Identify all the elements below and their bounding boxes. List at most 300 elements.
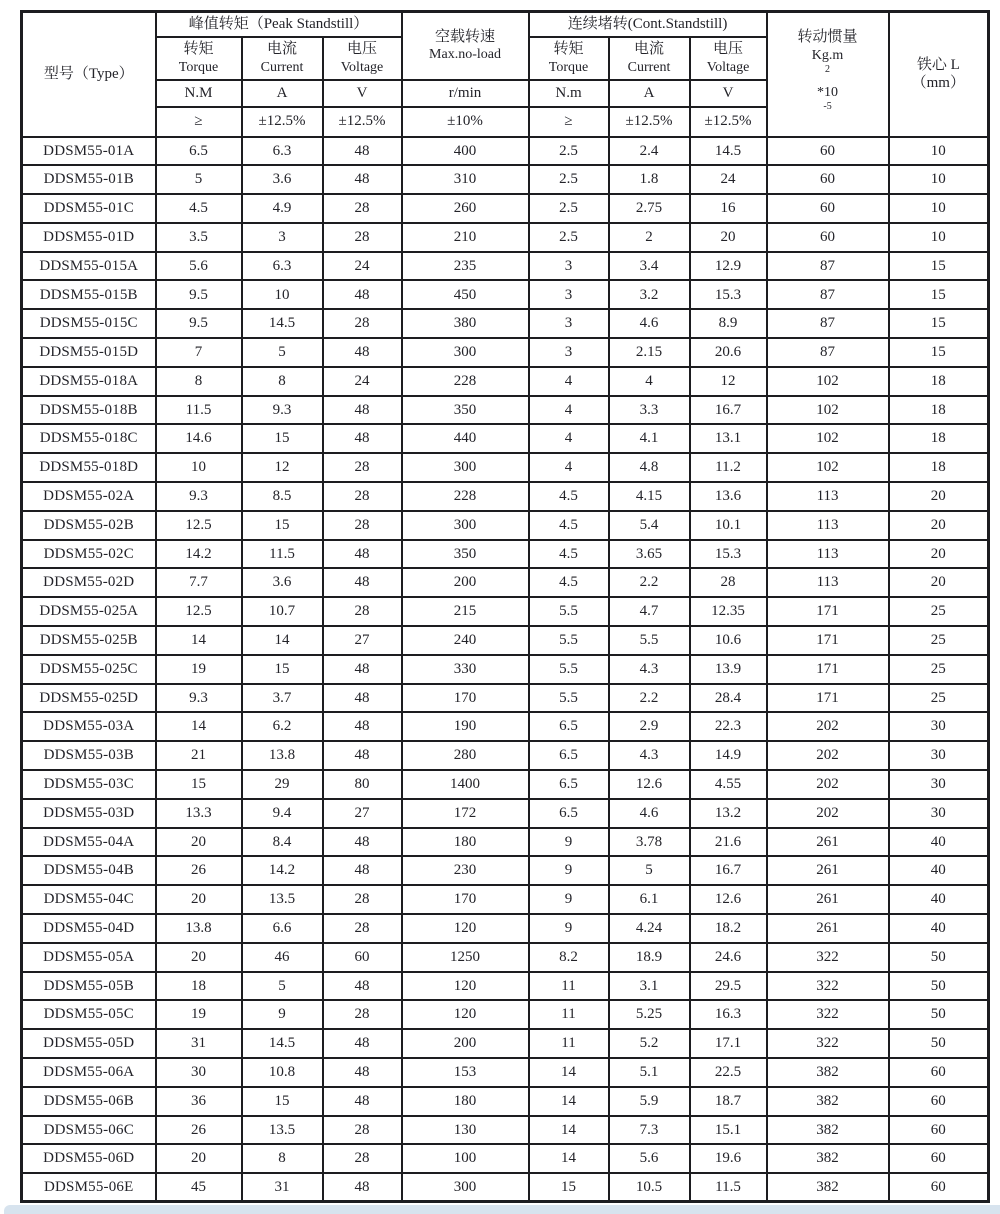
table-row: [22, 1058, 989, 1087]
cell-type: DDSM55-018A: [22, 367, 156, 396]
cell-cont-current: 5.4: [609, 511, 690, 540]
cell-peak-current: 13.5: [242, 1116, 323, 1145]
cell-peak-voltage: 48: [323, 655, 402, 684]
cell-inertia: 171: [767, 626, 889, 655]
cell-core-length: 30: [889, 741, 989, 770]
cell-peak-torque: 11.5: [156, 396, 242, 425]
cell-inertia: 261: [767, 914, 889, 943]
cell-cont-torque: 14: [529, 1058, 609, 1087]
cell-type: DDSM55-03A: [22, 712, 156, 741]
cell-peak-torque: 9.3: [156, 684, 242, 713]
cell-cont-voltage: 22.3: [690, 712, 767, 741]
cell-core-length: 18: [889, 424, 989, 453]
cell-peak-torque: 14.6: [156, 424, 242, 453]
cell-core-length: 60: [889, 1087, 989, 1116]
cell-type: DDSM55-015B: [22, 280, 156, 309]
cell-core-length: 15: [889, 252, 989, 281]
cell-peak-torque: 13.8: [156, 914, 242, 943]
cell-peak-voltage: 48: [323, 1058, 402, 1087]
cell-inertia: 171: [767, 655, 889, 684]
cell-cont-current: 4.1: [609, 424, 690, 453]
cell-peak-torque: 26: [156, 1116, 242, 1145]
header-cont-group: 连续堵转(Cont.Standstill): [529, 12, 767, 37]
cell-peak-voltage: 24: [323, 367, 402, 396]
cell-inertia: 102: [767, 424, 889, 453]
cell-cont-voltage: 17.1: [690, 1029, 767, 1058]
cell-core-length: 20: [889, 540, 989, 569]
cell-inertia: 382: [767, 1116, 889, 1145]
cell-inertia: 202: [767, 741, 889, 770]
cell-cont-voltage: 12: [690, 367, 767, 396]
cell-noload-speed: 440: [402, 424, 529, 453]
table-row: [22, 712, 989, 741]
cell-noload-speed: 153: [402, 1058, 529, 1087]
header-noload: [402, 12, 529, 80]
cell-cont-torque: 2.5: [529, 165, 609, 194]
cell-peak-current: 29: [242, 770, 323, 799]
cell-peak-torque: 13.3: [156, 799, 242, 828]
cell-cont-current: 2.75: [609, 194, 690, 223]
cell-peak-voltage: 48: [323, 828, 402, 857]
cell-cont-current: 5.6: [609, 1144, 690, 1173]
cell-peak-current: 9.4: [242, 799, 323, 828]
cell-inertia: 261: [767, 856, 889, 885]
cell-inertia: 60: [767, 223, 889, 252]
cell-cont-current: 2.2: [609, 684, 690, 713]
cell-inertia: 87: [767, 309, 889, 338]
cell-cont-voltage: 8.9: [690, 309, 767, 338]
cell-peak-torque: 30: [156, 1058, 242, 1087]
cell-peak-torque: 9.3: [156, 482, 242, 511]
cell-cont-current: 12.6: [609, 770, 690, 799]
cell-cont-voltage: 15.3: [690, 540, 767, 569]
cell-cont-voltage: 16.7: [690, 396, 767, 425]
cell-cont-voltage: 21.6: [690, 828, 767, 857]
cell-cont-current: 3.3: [609, 396, 690, 425]
cell-cont-torque: 4.5: [529, 540, 609, 569]
unit-peak-torque: N.M: [156, 80, 242, 107]
unit-peak-current: A: [242, 80, 323, 107]
cell-peak-voltage: 28: [323, 194, 402, 223]
cell-peak-voltage: 28: [323, 482, 402, 511]
table-row: [22, 367, 989, 396]
cell-peak-voltage: 48: [323, 137, 402, 166]
cell-cont-current: 4.8: [609, 453, 690, 482]
cell-peak-current: 15: [242, 1087, 323, 1116]
table-row: [22, 1144, 989, 1173]
cell-noload-speed: 380: [402, 309, 529, 338]
tolerance-noload: ±10%: [402, 107, 529, 137]
cell-noload-speed: 230: [402, 856, 529, 885]
cell-core-length: 40: [889, 856, 989, 885]
cell-peak-voltage: 28: [323, 1000, 402, 1029]
tolerance-peak-current: ±12.5%: [242, 107, 323, 137]
cell-peak-current: 6.2: [242, 712, 323, 741]
cell-cont-voltage: 16.3: [690, 1000, 767, 1029]
cell-inertia: 102: [767, 367, 889, 396]
cell-noload-speed: 210: [402, 223, 529, 252]
table-row: [22, 223, 989, 252]
cell-peak-torque: 8: [156, 367, 242, 396]
cell-cont-torque: 4: [529, 424, 609, 453]
cell-peak-voltage: 48: [323, 424, 402, 453]
cell-type: DDSM55-06C: [22, 1116, 156, 1145]
cell-peak-current: 15: [242, 511, 323, 540]
table-row: [22, 972, 989, 1001]
cell-peak-current: 3.6: [242, 165, 323, 194]
cell-noload-speed: 400: [402, 137, 529, 166]
cell-cont-torque: 2.5: [529, 223, 609, 252]
cell-peak-voltage: 48: [323, 972, 402, 1001]
cell-cont-torque: 4: [529, 367, 609, 396]
cell-inertia: 261: [767, 828, 889, 857]
cell-cont-voltage: 12.9: [690, 252, 767, 281]
cell-type: DDSM55-01A: [22, 137, 156, 166]
cell-peak-current: 13.5: [242, 885, 323, 914]
table-row: [22, 1087, 989, 1116]
cell-peak-voltage: 48: [323, 684, 402, 713]
cell-noload-speed: 120: [402, 1000, 529, 1029]
cell-type: DDSM55-04C: [22, 885, 156, 914]
cell-cont-voltage: 13.1: [690, 424, 767, 453]
cell-cont-voltage: 14.9: [690, 741, 767, 770]
cell-cont-current: 18.9: [609, 943, 690, 972]
cell-core-length: 15: [889, 309, 989, 338]
cell-peak-torque: 4.5: [156, 194, 242, 223]
motor-spec-table: [20, 10, 990, 1203]
cell-peak-voltage: 80: [323, 770, 402, 799]
cell-type: DDSM55-025D: [22, 684, 156, 713]
table-row: [22, 540, 989, 569]
cell-peak-torque: 20: [156, 1144, 242, 1173]
cell-type: DDSM55-02A: [22, 482, 156, 511]
cell-cont-current: 6.1: [609, 885, 690, 914]
cell-peak-current: 8.5: [242, 482, 323, 511]
cell-peak-torque: 14: [156, 712, 242, 741]
table-row: [22, 338, 989, 367]
cell-type: DDSM55-018D: [22, 453, 156, 482]
cell-cont-current: 2.2: [609, 568, 690, 597]
cell-noload-speed: 330: [402, 655, 529, 684]
cell-inertia: 60: [767, 137, 889, 166]
cell-noload-speed: 240: [402, 626, 529, 655]
table-row: [22, 1173, 989, 1202]
cell-cont-voltage: 11.2: [690, 453, 767, 482]
cell-cont-current: 7.3: [609, 1116, 690, 1145]
cell-peak-torque: 12.5: [156, 597, 242, 626]
cell-cont-voltage: 24.6: [690, 943, 767, 972]
cell-noload-speed: 300: [402, 1173, 529, 1202]
cell-cont-current: 1.8: [609, 165, 690, 194]
cell-peak-current: 6.3: [242, 252, 323, 281]
table-row: [22, 885, 989, 914]
cell-cont-voltage: 4.55: [690, 770, 767, 799]
cell-core-length: 40: [889, 828, 989, 857]
cell-core-length: 50: [889, 943, 989, 972]
cell-cont-current: 3.2: [609, 280, 690, 309]
cell-peak-current: 12: [242, 453, 323, 482]
header-core: [889, 12, 989, 137]
cell-cont-current: 3.78: [609, 828, 690, 857]
cell-cont-torque: 9: [529, 885, 609, 914]
cell-inertia: 113: [767, 568, 889, 597]
cell-core-length: 18: [889, 453, 989, 482]
cell-noload-speed: 172: [402, 799, 529, 828]
cell-noload-speed: 100: [402, 1144, 529, 1173]
cell-inertia: 322: [767, 1029, 889, 1058]
cell-type: DDSM55-03C: [22, 770, 156, 799]
cell-inertia: 322: [767, 943, 889, 972]
bottom-panel-edge: [4, 1205, 1000, 1214]
cell-noload-speed: 180: [402, 828, 529, 857]
cell-peak-voltage: 28: [323, 223, 402, 252]
table-row: [22, 626, 989, 655]
cell-peak-torque: 7: [156, 338, 242, 367]
header-cont-torque: 转矩 Torque: [529, 37, 609, 80]
cell-peak-torque: 7.7: [156, 568, 242, 597]
table-row: [22, 828, 989, 857]
table-row: [22, 396, 989, 425]
cell-peak-voltage: 28: [323, 511, 402, 540]
cell-cont-torque: 5.5: [529, 626, 609, 655]
cell-peak-torque: 19: [156, 1000, 242, 1029]
table-row: [22, 568, 989, 597]
cell-type: DDSM55-01D: [22, 223, 156, 252]
cell-inertia: 202: [767, 799, 889, 828]
cell-peak-current: 31: [242, 1173, 323, 1202]
table-row: [22, 165, 989, 194]
cell-peak-voltage: 48: [323, 540, 402, 569]
header-peak-voltage: 电压 Voltage: [323, 37, 402, 80]
cell-core-length: 60: [889, 1058, 989, 1087]
cell-cont-voltage: 15.3: [690, 280, 767, 309]
cell-type: DDSM55-02D: [22, 568, 156, 597]
cell-cont-torque: 11: [529, 1000, 609, 1029]
table-row: [22, 914, 989, 943]
cell-core-length: 30: [889, 770, 989, 799]
cell-cont-torque: 4.5: [529, 568, 609, 597]
cell-inertia: 87: [767, 338, 889, 367]
cell-noload-speed: 450: [402, 280, 529, 309]
cell-cont-voltage: 22.5: [690, 1058, 767, 1087]
cell-cont-voltage: 11.5: [690, 1173, 767, 1202]
cell-inertia: 202: [767, 712, 889, 741]
cell-type: DDSM55-05C: [22, 1000, 156, 1029]
header-inertia-unit: Kg.m $^2$ *10 $^{-5}$: [811, 47, 844, 113]
cell-type: DDSM55-02C: [22, 540, 156, 569]
cell-cont-voltage: 13.2: [690, 799, 767, 828]
cell-inertia: 382: [767, 1173, 889, 1202]
tolerance-cont-voltage: ±12.5%: [690, 107, 767, 137]
table-row: [22, 799, 989, 828]
table-row: [22, 424, 989, 453]
cell-cont-torque: 3: [529, 338, 609, 367]
cell-peak-current: 11.5: [242, 540, 323, 569]
header-core-title: 铁心 L: [916, 56, 960, 73]
cell-noload-speed: 170: [402, 885, 529, 914]
cell-peak-current: 15: [242, 424, 323, 453]
cell-type: DDSM55-018B: [22, 396, 156, 425]
cell-peak-voltage: 48: [323, 280, 402, 309]
cell-inertia: 87: [767, 252, 889, 281]
cell-noload-speed: 190: [402, 712, 529, 741]
cell-core-length: 10: [889, 223, 989, 252]
cell-noload-speed: 310: [402, 165, 529, 194]
header-peak-current: 电流 Current: [242, 37, 323, 80]
cell-cont-current: 10.5: [609, 1173, 690, 1202]
cell-type: DDSM55-018C: [22, 424, 156, 453]
cell-type: DDSM55-03B: [22, 741, 156, 770]
cell-cont-torque: 6.5: [529, 741, 609, 770]
cell-core-length: 20: [889, 568, 989, 597]
cell-cont-torque: 11: [529, 972, 609, 1001]
cell-peak-voltage: 28: [323, 885, 402, 914]
unit-noload: r/min: [402, 80, 529, 107]
header-cont-current: 电流 Current: [609, 37, 690, 80]
cell-cont-torque: 6.5: [529, 712, 609, 741]
table-row: [22, 943, 989, 972]
table-row: [22, 741, 989, 770]
table-body: [22, 137, 989, 1202]
cell-type: DDSM55-04B: [22, 856, 156, 885]
cell-noload-speed: 120: [402, 972, 529, 1001]
cell-inertia: 171: [767, 684, 889, 713]
cell-peak-torque: 20: [156, 828, 242, 857]
cell-inertia: 202: [767, 770, 889, 799]
cell-cont-current: 5.2: [609, 1029, 690, 1058]
cell-cont-torque: 4.5: [529, 511, 609, 540]
cell-type: DDSM55-025C: [22, 655, 156, 684]
table-header: [22, 12, 989, 137]
cell-inertia: 382: [767, 1144, 889, 1173]
cell-peak-torque: 18: [156, 972, 242, 1001]
cell-cont-torque: 4: [529, 453, 609, 482]
cell-core-length: 50: [889, 972, 989, 1001]
cell-peak-current: 3.7: [242, 684, 323, 713]
tolerance-peak-torque: ≥: [156, 107, 242, 137]
cell-noload-speed: 280: [402, 741, 529, 770]
cell-peak-current: 8.4: [242, 828, 323, 857]
cell-cont-voltage: 13.9: [690, 655, 767, 684]
cell-peak-torque: 10: [156, 453, 242, 482]
cell-cont-current: 5.25: [609, 1000, 690, 1029]
cell-cont-torque: 3: [529, 280, 609, 309]
cell-peak-torque: 5: [156, 165, 242, 194]
cell-noload-speed: 170: [402, 684, 529, 713]
cell-noload-speed: 300: [402, 453, 529, 482]
cell-type: DDSM55-06D: [22, 1144, 156, 1173]
cell-type: DDSM55-06E: [22, 1173, 156, 1202]
cell-core-length: 18: [889, 396, 989, 425]
cell-cont-current: 2.9: [609, 712, 690, 741]
cell-peak-current: 14: [242, 626, 323, 655]
cell-peak-current: 13.8: [242, 741, 323, 770]
cell-type: DDSM55-025B: [22, 626, 156, 655]
cell-cont-current: 2.15: [609, 338, 690, 367]
cell-inertia: 60: [767, 194, 889, 223]
cell-cont-torque: 9: [529, 914, 609, 943]
unit-cont-current: A: [609, 80, 690, 107]
cell-cont-torque: 14: [529, 1144, 609, 1173]
cell-peak-voltage: 27: [323, 626, 402, 655]
table-row: [22, 482, 989, 511]
cell-cont-voltage: 12.6: [690, 885, 767, 914]
cell-peak-voltage: 48: [323, 712, 402, 741]
cell-peak-current: 9.3: [242, 396, 323, 425]
cell-core-length: 15: [889, 338, 989, 367]
header-type: 型号（Type）: [22, 12, 156, 137]
cell-inertia: 87: [767, 280, 889, 309]
table-row: [22, 252, 989, 281]
cell-cont-voltage: 10.6: [690, 626, 767, 655]
cell-cont-voltage: 15.1: [690, 1116, 767, 1145]
tolerance-cont-torque: ≥: [529, 107, 609, 137]
cell-noload-speed: 200: [402, 568, 529, 597]
cell-peak-current: 6.3: [242, 137, 323, 166]
table-row: [22, 770, 989, 799]
cell-type: DDSM55-025A: [22, 597, 156, 626]
cell-peak-torque: 14.2: [156, 540, 242, 569]
cell-cont-voltage: 12.35: [690, 597, 767, 626]
cell-peak-torque: 45: [156, 1173, 242, 1202]
cell-peak-voltage: 28: [323, 597, 402, 626]
cell-cont-torque: 2.5: [529, 194, 609, 223]
cell-cont-torque: 6.5: [529, 799, 609, 828]
cell-core-length: 25: [889, 655, 989, 684]
cell-peak-voltage: 48: [323, 741, 402, 770]
cell-cont-torque: 5.5: [529, 597, 609, 626]
cell-inertia: 261: [767, 885, 889, 914]
cell-noload-speed: 1400: [402, 770, 529, 799]
cell-noload-speed: 130: [402, 1116, 529, 1145]
cell-cont-torque: 15: [529, 1173, 609, 1202]
cell-type: DDSM55-06B: [22, 1087, 156, 1116]
cell-cont-voltage: 28.4: [690, 684, 767, 713]
cell-type: DDSM55-05D: [22, 1029, 156, 1058]
cell-noload-speed: 228: [402, 367, 529, 396]
cell-peak-voltage: 28: [323, 309, 402, 338]
header-cont-voltage: 电压 Voltage: [690, 37, 767, 80]
tolerance-peak-voltage: ±12.5%: [323, 107, 402, 137]
cell-core-length: 25: [889, 684, 989, 713]
cell-type: DDSM55-01C: [22, 194, 156, 223]
cell-cont-current: 5.9: [609, 1087, 690, 1116]
cell-type: DDSM55-015A: [22, 252, 156, 281]
cell-core-length: 20: [889, 511, 989, 540]
cell-peak-torque: 21: [156, 741, 242, 770]
cell-inertia: 171: [767, 597, 889, 626]
cell-type: DDSM55-05B: [22, 972, 156, 1001]
cell-core-length: 25: [889, 597, 989, 626]
cell-cont-current: 3.65: [609, 540, 690, 569]
unit-cont-torque: N.m: [529, 80, 609, 107]
cell-core-length: 20: [889, 482, 989, 511]
cell-cont-current: 4.6: [609, 309, 690, 338]
cell-type: DDSM55-02B: [22, 511, 156, 540]
table-row: [22, 1000, 989, 1029]
cell-cont-torque: 14: [529, 1087, 609, 1116]
cell-core-length: 60: [889, 1116, 989, 1145]
cell-noload-speed: 260: [402, 194, 529, 223]
table-row: [22, 856, 989, 885]
table-row: [22, 655, 989, 684]
cell-type: DDSM55-04D: [22, 914, 156, 943]
cell-type: DDSM55-015C: [22, 309, 156, 338]
cell-cont-current: 4.6: [609, 799, 690, 828]
cell-core-length: 15: [889, 280, 989, 309]
cell-peak-current: 8: [242, 367, 323, 396]
cell-peak-current: 3: [242, 223, 323, 252]
